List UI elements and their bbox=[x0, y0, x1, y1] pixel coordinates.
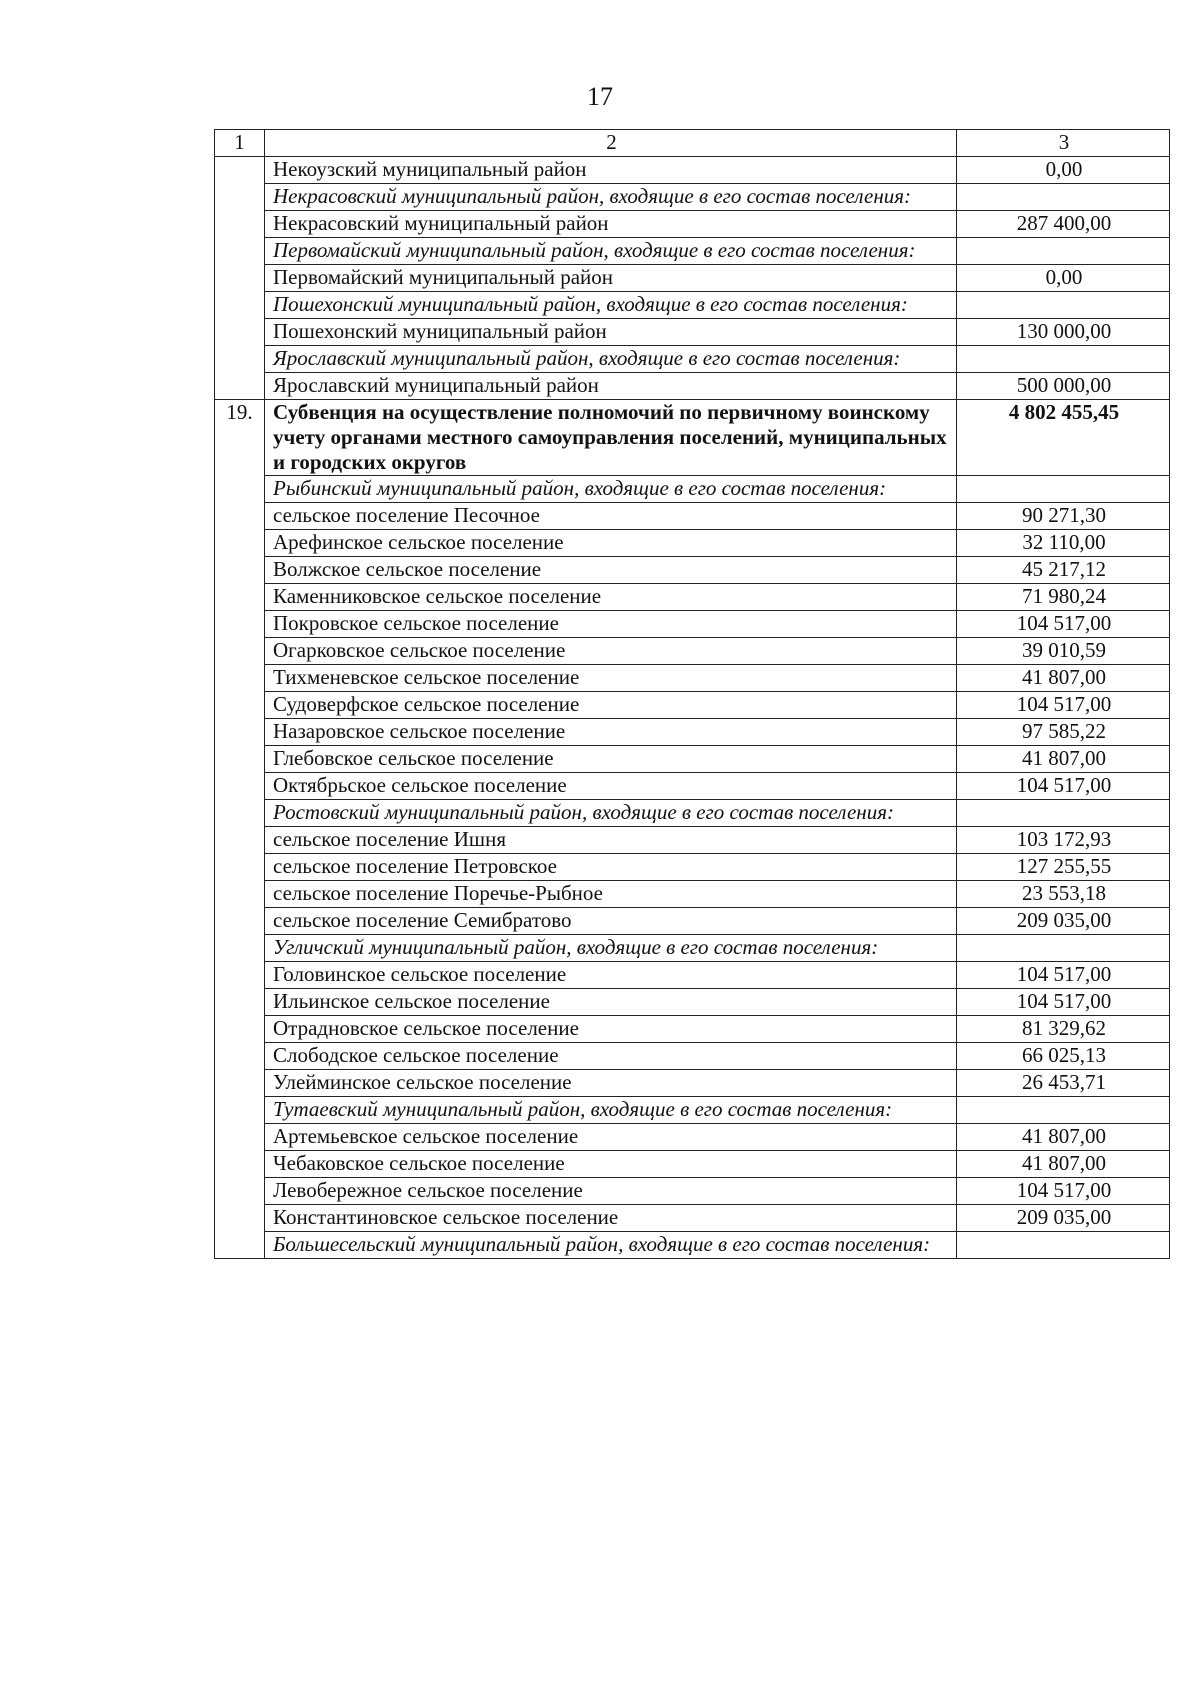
amount-cell: 104 517,00 bbox=[957, 692, 1170, 719]
district-heading-cell: Рыбинский муниципальный район, входящие в его состав поселения: bbox=[265, 476, 957, 503]
amount-cell: 209 035,00 bbox=[957, 908, 1170, 935]
row-number-cell bbox=[215, 292, 265, 319]
row-number-cell bbox=[215, 989, 265, 1016]
amount-cell: 104 517,00 bbox=[957, 611, 1170, 638]
table-row bbox=[215, 157, 1170, 184]
row-number-cell bbox=[215, 1124, 265, 1151]
table-row bbox=[215, 557, 1170, 584]
row-number-cell bbox=[215, 962, 265, 989]
amount-cell: 0,00 bbox=[957, 157, 1170, 184]
table-row bbox=[215, 584, 1170, 611]
table-row bbox=[215, 1205, 1170, 1232]
header-col-2: 2 bbox=[265, 130, 957, 157]
amount-cell: 66 025,13 bbox=[957, 1043, 1170, 1070]
name-cell: Пошехонский муниципальный район bbox=[265, 319, 957, 346]
amount-cell: 41 807,00 bbox=[957, 1151, 1170, 1178]
district-heading-cell: Большесельский муниципальный район, входящие в его состав поселения: bbox=[265, 1232, 957, 1259]
name-cell: Тихменевское сельское поселение bbox=[265, 665, 957, 692]
table-body bbox=[215, 130, 1170, 1259]
group-heading-row bbox=[215, 476, 1170, 503]
name-cell: Чебаковское сельское поселение bbox=[265, 1151, 957, 1178]
name-cell: сельское поселение Ишня bbox=[265, 827, 957, 854]
amount-cell: 41 807,00 bbox=[957, 746, 1170, 773]
name-cell: сельское поселение Петровское bbox=[265, 854, 957, 881]
name-cell: Ярославский муниципальный район bbox=[265, 373, 957, 400]
row-number-cell bbox=[215, 854, 265, 881]
row-number-cell bbox=[215, 1232, 265, 1259]
amount-cell: 39 010,59 bbox=[957, 638, 1170, 665]
row-number-cell bbox=[215, 530, 265, 557]
row-number-cell bbox=[215, 719, 265, 746]
amount-cell: 90 271,30 bbox=[957, 503, 1170, 530]
name-cell: Константиновское сельское поселение bbox=[265, 1205, 957, 1232]
amount-cell: 104 517,00 bbox=[957, 962, 1170, 989]
table-row bbox=[215, 692, 1170, 719]
name-cell: Судоверфское сельское поселение bbox=[265, 692, 957, 719]
amount-cell: 26 453,71 bbox=[957, 1070, 1170, 1097]
row-number-cell bbox=[215, 346, 265, 373]
amount-cell: 45 217,12 bbox=[957, 557, 1170, 584]
name-cell: Субвенция на осуществление полномочий по первичному воинскому учету органами местного самоуправления поселений, муниципальных и городских округов bbox=[265, 400, 957, 476]
table-row bbox=[215, 1070, 1170, 1097]
name-cell: Октябрьское сельское поселение bbox=[265, 773, 957, 800]
row-number-cell bbox=[215, 665, 265, 692]
amount-cell: 71 980,24 bbox=[957, 584, 1170, 611]
table-row bbox=[215, 265, 1170, 292]
row-number-cell bbox=[215, 638, 265, 665]
table-row bbox=[215, 719, 1170, 746]
row-number-cell bbox=[215, 1205, 265, 1232]
name-cell: Глебовское сельское поселение bbox=[265, 746, 957, 773]
table-row bbox=[215, 1151, 1170, 1178]
table-row bbox=[215, 854, 1170, 881]
row-number-cell bbox=[215, 1043, 265, 1070]
amount-cell: 0,00 bbox=[957, 265, 1170, 292]
budget-table bbox=[214, 129, 1170, 1259]
page-number: 17 bbox=[587, 82, 613, 111]
district-heading-cell: Ростовский муниципальный район, входящие в его состав поселения: bbox=[265, 800, 957, 827]
group-heading-row bbox=[215, 292, 1170, 319]
row-number-cell bbox=[215, 184, 265, 211]
header-col-1: 1 bbox=[215, 130, 265, 157]
row-number-cell bbox=[215, 746, 265, 773]
name-cell: сельское поселение Поречье-Рыбное bbox=[265, 881, 957, 908]
name-cell: Некрасовский муниципальный район bbox=[265, 211, 957, 238]
table-row bbox=[215, 211, 1170, 238]
row-number-cell bbox=[215, 908, 265, 935]
group-heading-row bbox=[215, 1097, 1170, 1124]
name-cell: Головинское сельское поселение bbox=[265, 962, 957, 989]
amount-cell: 41 807,00 bbox=[957, 1124, 1170, 1151]
row-number-cell bbox=[215, 1151, 265, 1178]
amount-cell bbox=[957, 935, 1170, 962]
amount-cell: 104 517,00 bbox=[957, 989, 1170, 1016]
district-heading-cell: Тутаевский муниципальный район, входящие в его состав поселения: bbox=[265, 1097, 957, 1124]
district-heading-cell: Пошехонский муниципальный район, входящие в его состав поселения: bbox=[265, 292, 957, 319]
row-number-cell: 19. bbox=[215, 400, 265, 476]
name-cell: Покровское сельское поселение bbox=[265, 611, 957, 638]
name-cell: Слободское сельское поселение bbox=[265, 1043, 957, 1070]
table-row bbox=[215, 773, 1170, 800]
row-number-cell bbox=[215, 935, 265, 962]
table-row bbox=[215, 827, 1170, 854]
row-number-cell bbox=[215, 476, 265, 503]
row-number-cell bbox=[215, 773, 265, 800]
name-cell: сельское поселение Песочное bbox=[265, 503, 957, 530]
name-cell: Отрадновское сельское поселение bbox=[265, 1016, 957, 1043]
row-number-cell bbox=[215, 611, 265, 638]
table-row bbox=[215, 1124, 1170, 1151]
amount-cell: 127 255,55 bbox=[957, 854, 1170, 881]
table-row bbox=[215, 1043, 1170, 1070]
group-heading-row bbox=[215, 184, 1170, 211]
table-row bbox=[215, 746, 1170, 773]
row-number-cell bbox=[215, 503, 265, 530]
name-cell: сельское поселение Семибратово bbox=[265, 908, 957, 935]
amount-cell: 130 000,00 bbox=[957, 319, 1170, 346]
row-number-cell bbox=[215, 1070, 265, 1097]
table-row bbox=[215, 638, 1170, 665]
name-cell: Улейминское сельское поселение bbox=[265, 1070, 957, 1097]
table-row bbox=[215, 611, 1170, 638]
row-number-cell bbox=[215, 238, 265, 265]
amount-cell bbox=[957, 800, 1170, 827]
name-cell: Артемьевское сельское поселение bbox=[265, 1124, 957, 1151]
group-heading-row bbox=[215, 238, 1170, 265]
amount-cell: 41 807,00 bbox=[957, 665, 1170, 692]
amount-cell: 23 553,18 bbox=[957, 881, 1170, 908]
amount-cell: 500 000,00 bbox=[957, 373, 1170, 400]
group-heading-row bbox=[215, 800, 1170, 827]
amount-cell bbox=[957, 184, 1170, 211]
amount-cell bbox=[957, 346, 1170, 373]
name-cell: Ильинское сельское поселение bbox=[265, 989, 957, 1016]
group-heading-row bbox=[215, 1232, 1170, 1259]
district-heading-cell: Некрасовский муниципальный район, входящие в его состав поселения: bbox=[265, 184, 957, 211]
amount-cell: 4 802 455,45 bbox=[957, 400, 1170, 476]
row-number-cell bbox=[215, 1097, 265, 1124]
name-cell: Каменниковское сельское поселение bbox=[265, 584, 957, 611]
amount-cell: 287 400,00 bbox=[957, 211, 1170, 238]
row-number-cell bbox=[215, 373, 265, 400]
amount-cell bbox=[957, 292, 1170, 319]
amount-cell: 81 329,62 bbox=[957, 1016, 1170, 1043]
amount-cell bbox=[957, 1232, 1170, 1259]
amount-cell: 103 172,93 bbox=[957, 827, 1170, 854]
name-cell: Волжское сельское поселение bbox=[265, 557, 957, 584]
district-heading-cell: Первомайский муниципальный район, входящие в его состав поселения: bbox=[265, 238, 957, 265]
row-number-cell bbox=[215, 800, 265, 827]
amount-cell: 209 035,00 bbox=[957, 1205, 1170, 1232]
group-heading-row bbox=[215, 346, 1170, 373]
name-cell: Арефинское сельское поселение bbox=[265, 530, 957, 557]
amount-cell bbox=[957, 476, 1170, 503]
table-row bbox=[215, 530, 1170, 557]
table-row bbox=[215, 373, 1170, 400]
amount-cell: 104 517,00 bbox=[957, 1178, 1170, 1205]
table-row bbox=[215, 665, 1170, 692]
name-cell: Огарковское сельское поселение bbox=[265, 638, 957, 665]
table-row bbox=[215, 908, 1170, 935]
row-number-cell bbox=[215, 211, 265, 238]
row-number-cell bbox=[215, 557, 265, 584]
row-number-cell bbox=[215, 827, 265, 854]
row-number-cell bbox=[215, 881, 265, 908]
row-number-cell bbox=[215, 1016, 265, 1043]
district-heading-cell: Угличский муниципальный район, входящие в его состав поселения: bbox=[265, 935, 957, 962]
amount-cell bbox=[957, 1097, 1170, 1124]
name-cell: Левобережное сельское поселение bbox=[265, 1178, 957, 1205]
table-row bbox=[215, 1016, 1170, 1043]
header-col-3: 3 bbox=[957, 130, 1170, 157]
amount-cell: 97 585,22 bbox=[957, 719, 1170, 746]
row-number-cell bbox=[215, 692, 265, 719]
row-number-cell bbox=[215, 584, 265, 611]
table-row bbox=[215, 319, 1170, 346]
name-cell: Некоузский муниципальный район bbox=[265, 157, 957, 184]
section-row bbox=[215, 400, 1170, 476]
table-row bbox=[215, 881, 1170, 908]
table-header-row bbox=[215, 130, 1170, 157]
name-cell: Первомайский муниципальный район bbox=[265, 265, 957, 292]
row-number-cell bbox=[215, 265, 265, 292]
table-row bbox=[215, 989, 1170, 1016]
name-cell: Назаровское сельское поселение bbox=[265, 719, 957, 746]
table-row bbox=[215, 962, 1170, 989]
row-number-cell bbox=[215, 157, 265, 184]
group-heading-row bbox=[215, 935, 1170, 962]
table-row bbox=[215, 1178, 1170, 1205]
table-row bbox=[215, 503, 1170, 530]
amount-cell bbox=[957, 238, 1170, 265]
row-number-cell bbox=[215, 319, 265, 346]
amount-cell: 32 110,00 bbox=[957, 530, 1170, 557]
amount-cell: 104 517,00 bbox=[957, 773, 1170, 800]
row-number-cell bbox=[215, 1178, 265, 1205]
district-heading-cell: Ярославский муниципальный район, входящие в его состав поселения: bbox=[265, 346, 957, 373]
